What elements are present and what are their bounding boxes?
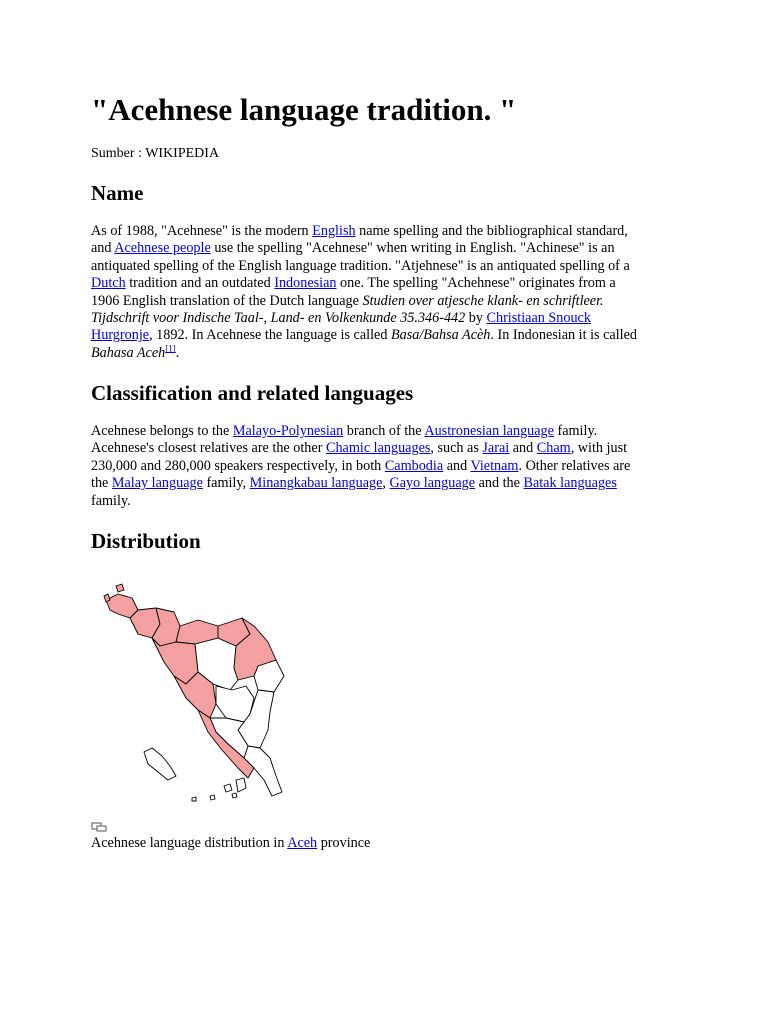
paragraph-line: 230,000 and 280,000 speakers respectively, in both Cambodia and Vietnam. Other relatives are [91,457,631,474]
link-gayo-language[interactable]: Gayo language [389,475,476,492]
map-caption: Acehnese language distribution in Aceh province [91,835,371,851]
link-jarai[interactable]: Jarai [482,440,510,457]
paragraph-line: family. [91,492,131,509]
link-english[interactable]: English [312,223,356,239]
link-vietnam[interactable]: Vietnam [470,457,519,474]
page-title: "Acehnese language tradition. " [91,92,517,127]
link-acehnese-people[interactable]: Acehnese people [114,240,211,257]
classification-paragraph [91,423,691,510]
section-heading-distribution: Distribution [91,529,201,553]
map-island [116,584,124,592]
map-island [236,778,246,792]
link-dutch[interactable]: Dutch [91,275,126,292]
paragraph-line: antiquated spelling of the English language tradition. "Atjehnese" is an antiquated spelling of a [91,257,630,274]
link-malayo-polynesian[interactable]: Malayo-Polynesian [232,423,344,439]
map-island [232,793,237,798]
link-aceh[interactable]: Aceh [287,835,318,851]
link-snouck-hurgronje[interactable]: Christiaan Snouck [486,310,591,327]
paragraph-line: Bahasa Aceh[1]. [91,343,180,361]
paragraph-line: Acehnese's closest relatives are the other Chamic languages, such as Jarai and Cham, with just [91,440,628,457]
link-snouck-hurgronje-cont[interactable]: Hurgronje [91,327,150,344]
enlarge-icon[interactable] [91,822,107,832]
map-island [224,784,232,792]
paragraph-line: Acehnese belongs to the Malayo-Polynesian branch of the Austronesian language family. [91,423,598,439]
map-island-simeulue [144,748,176,780]
aceh-distribution-map[interactable] [98,580,298,810]
footnote-link-1[interactable]: [1] [165,343,176,354]
paragraph-line: Hurgronje, 1892. In Acehnese the language is called Basa/Bahsa Acèh. In Indonesian it is called [91,327,637,344]
link-austronesian-language[interactable]: Austronesian language [424,423,554,439]
paragraph-line: Tijdschrift voor Indische Taal-, Land- en Volkenkunde 35.346-442 by Christiaan Snouck [91,310,591,327]
link-malay-language[interactable]: Malay language [111,475,203,492]
link-chamic-languages[interactable]: Chamic languages [325,440,431,457]
link-batak-languages[interactable]: Batak languages [523,475,617,492]
map-island [210,795,215,800]
paragraph-line: 1906 English translation of the Dutch language Studien over atjesche klank- en schriftleer. [91,292,604,309]
name-paragraph [91,223,691,362]
map-island [192,797,196,801]
section-heading-classification: Classification and related languages [91,381,414,405]
link-minangkabau-language[interactable]: Minangkabau language [249,475,383,492]
link-indonesian[interactable]: Indonesian [274,275,337,292]
source-credit: Sumber : WIKIPEDIA [91,146,220,161]
link-cambodia[interactable]: Cambodia [384,457,444,474]
paragraph-line: As of 1988, "Acehnese" is the modern English name spelling and the bibliographical standard, [91,223,628,239]
section-heading-name: Name [91,181,144,205]
map-island [104,594,110,602]
paragraph-line: Dutch tradition and an outdated Indonesian one. The spelling "Achehnese" originates from a [91,275,616,292]
paragraph-line: and Acehnese people use the spelling "Acehnese" when writing in English. "Achinese" is an [91,240,615,257]
paragraph-line: the Malay language family, Minangkabau language, Gayo language and the Batak languages [91,475,617,492]
link-cham[interactable]: Cham [536,440,571,457]
